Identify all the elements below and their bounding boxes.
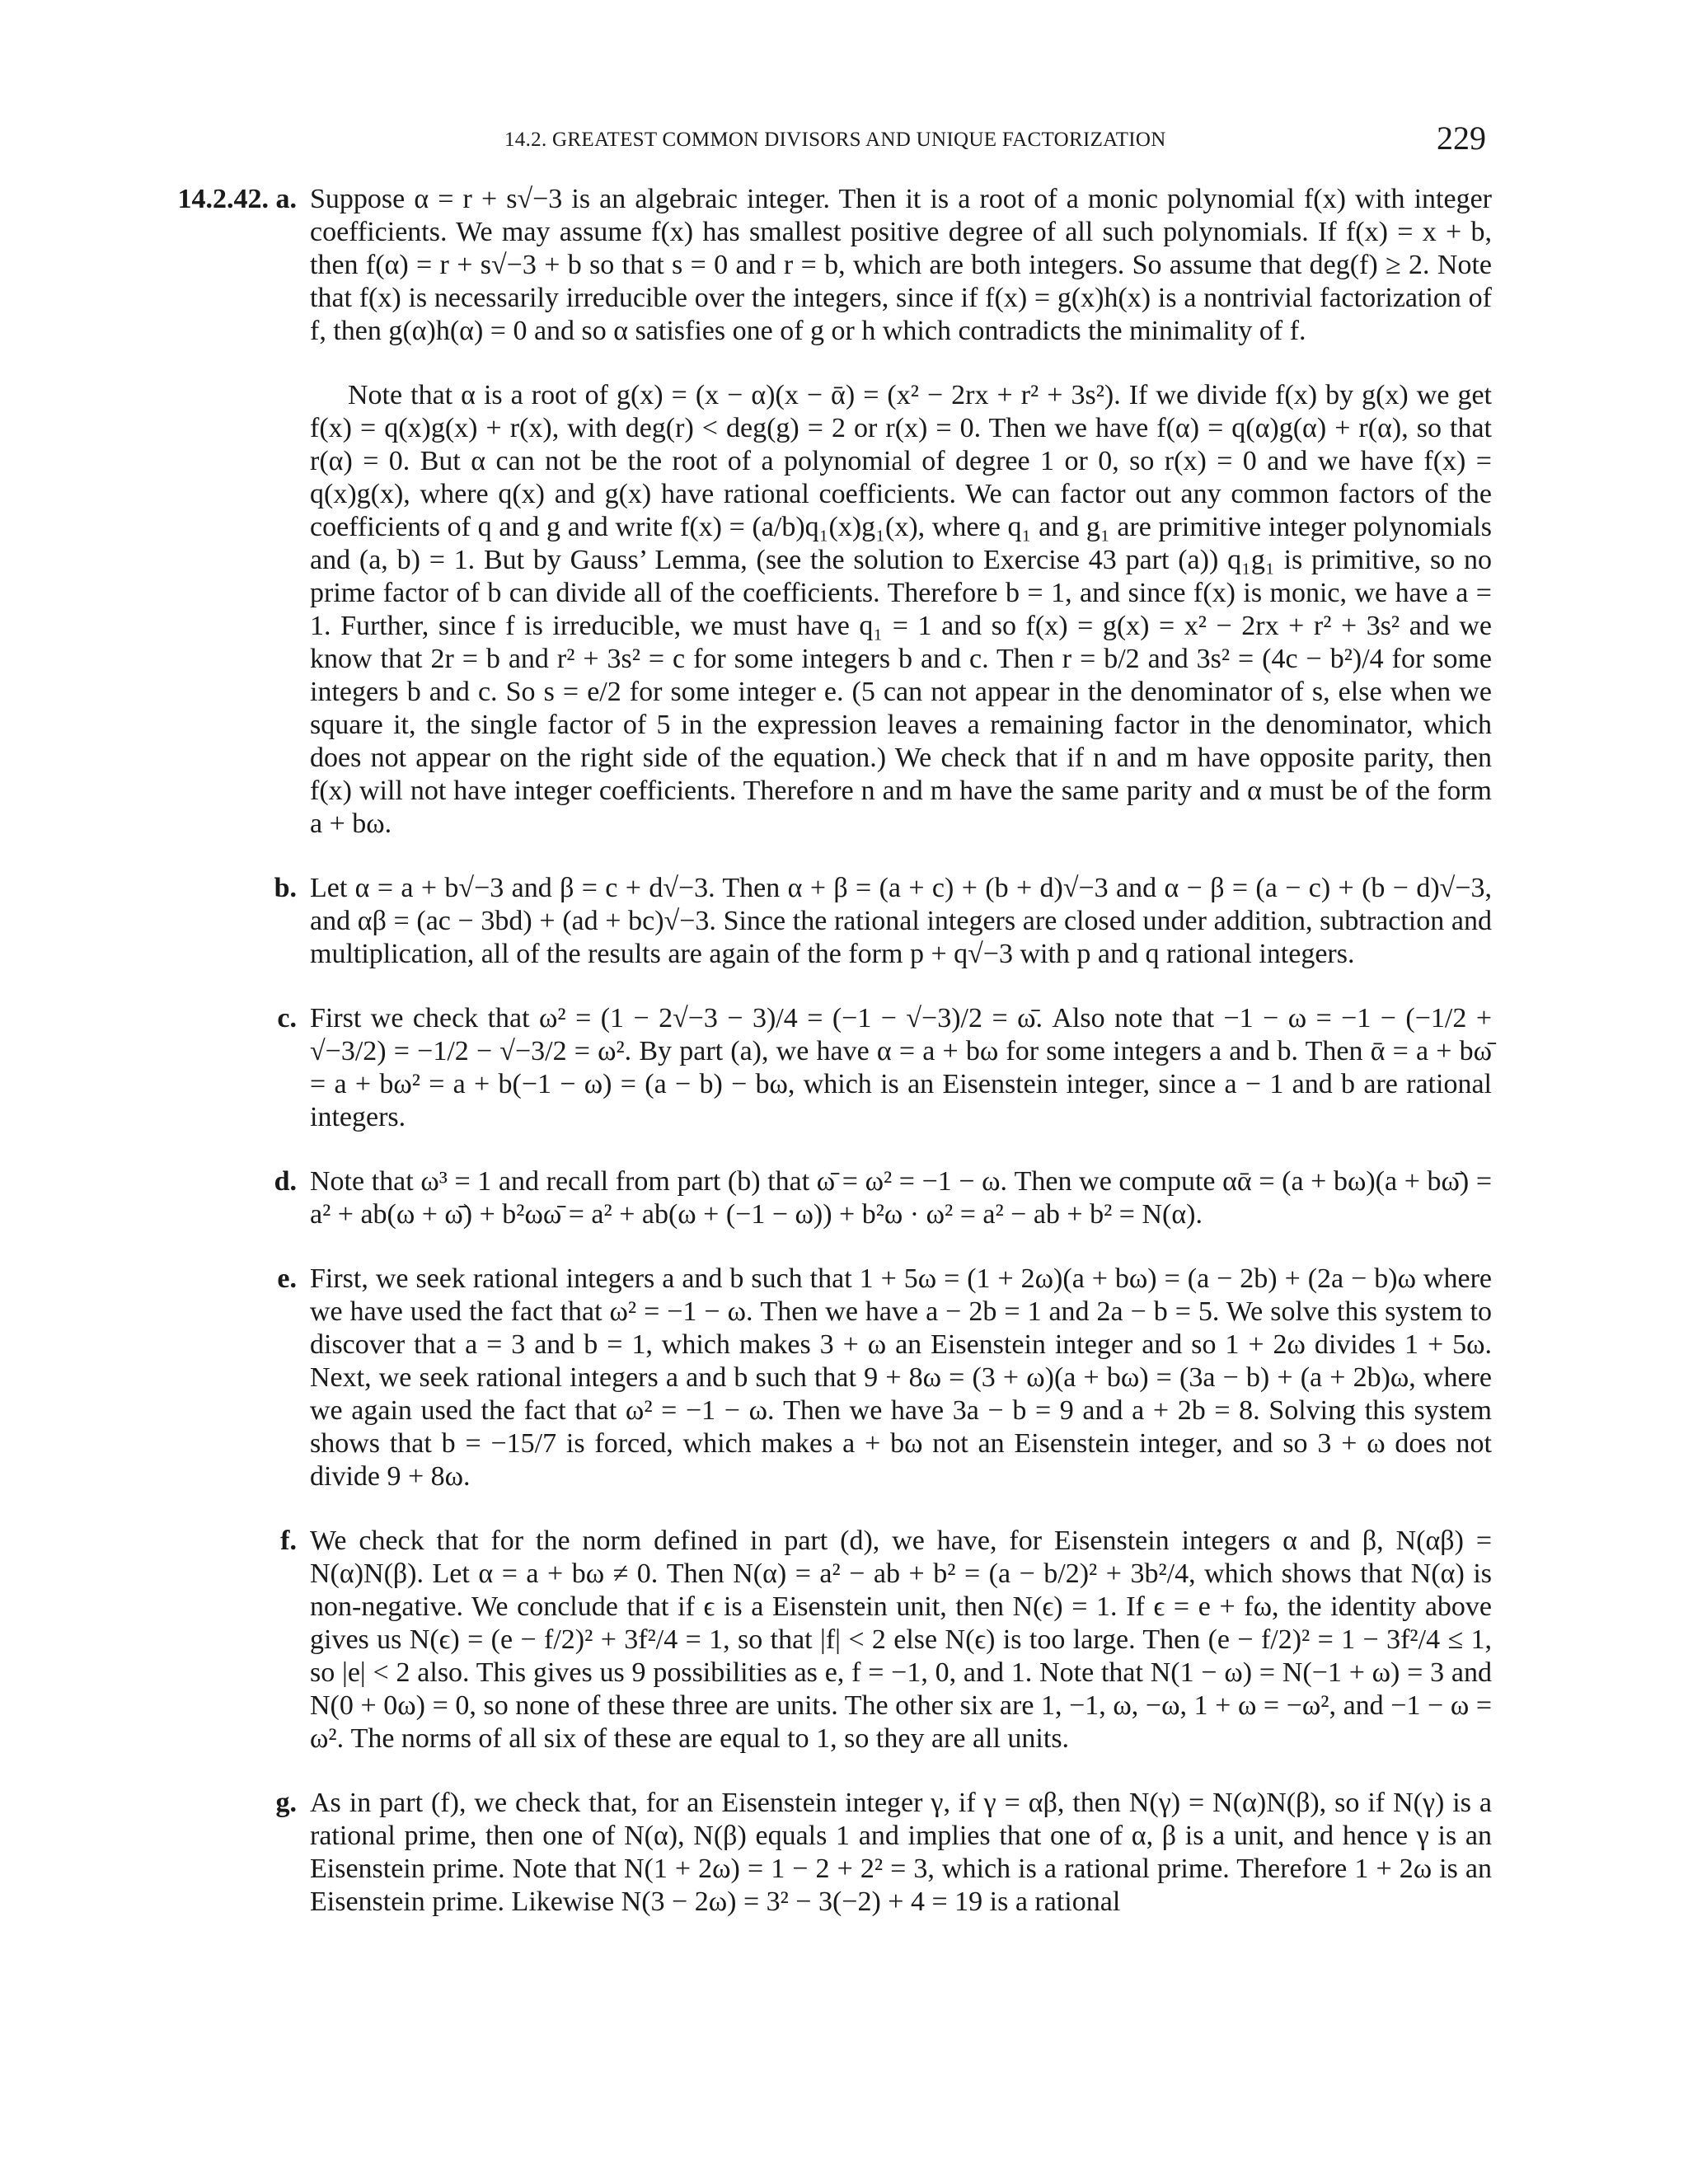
- part-label: b.: [274, 873, 297, 903]
- page-body: [155, 183, 1492, 1950]
- solution-paragraph: Note that α is a root of g(x) = (x − α)(x − ᾱ) = (x² − 2rx + r² + 3s²). If we divide f(x) by g(x) we get f(x) = q(x)g(x) + r(x), with deg(r) < deg(g) = 2 or r(x) = 0. Then we have f(α) = q(α)g(α) + r(α), so that r(α) = 0. But α can not be the root of a polynomial of degree 1 or 0, so r(x) = 0 and we have f(x) = q(x)g(x), where q(x) and g(x) have rational coefficients. We can factor out any common factors of the coefficients of q and g and write f(x) = (a/b)q₁(x)g₁(x), where q₁ and g₁ are primitive integer polynomials and (a, b) = 1. But by Gauss’ Lemma, (see the solution to Exercise 43 part (a)) q₁g₁ is primitive, so no prime factor of b can divide all of the coefficients. Therefore b = 1, and since f(x) is monic, we have a = 1. Further, since f is irreducible, we must have q₁ = 1 and so f(x) = g(x) = x² − 2rx + r² + 3s² and we know that 2r = b and r² + 3s² = c for some integers b and c. Then r = b/2 and 3s² = (4c − b²)/4 for some integers b and c. So s = e/2 for some integer e. (5 can not appear in the denominator of s, else when we square it, the single factor of 5 in the expression leaves a remaining factor in the denominator, which does not appear on the right side of the equation.) We check that if n and m have opposite parity, then f(x) will not have integer coefficients. Therefore n and m have the same parity and α must be of the form a + bω.: [310, 380, 1492, 839]
- solution-paragraph: Note that ω³ = 1 and recall from part (b) that ω̄ = ω² = −1 − ω. Then we compute αᾱ = (a + bω)(a + bω̄) = a² + ab(ω + ω̄) + b²ωω̄ = a² + ab(ω + (−1 − ω)) + b²ω · ω² = a² − ab + b² = N(α).: [310, 1166, 1492, 1230]
- exercise-part-g: [155, 1787, 1492, 1919]
- exercise-part-b: [155, 872, 1492, 971]
- solution-paragraph: We check that for the norm defined in part (d), we have, for Eisenstein integers α and β, N(αβ) = N(α)N(β). Let α = a + bω ≠ 0. Then N(α) = a² − ab + b² = (a − b/2)² + 3b²/4, which shows that N(α) is non-negative. We conclude that if ϵ is a Eisenstein unit, then N(ϵ) = 1. If ϵ = e + fω, the identity above gives us N(ϵ) = (e − f/2)² + 3f²/4 = 1, so that |f| < 2 else N(ϵ) is too large. Then (e − f/2)² = 1 − 3f²/4 ≤ 1, so |e| < 2 also. This gives us 9 possibilities as e, f = −1, 0, and 1. Note that N(1 − ω) = N(−1 + ω) = 3 and N(0 + 0ω) = 0, so none of these three are units. The other six are 1, −1, ω, −ω, 1 + ω = −ω², and −1 − ω = ω². The norms of all six of these are equal to 1, so they are all units.: [310, 1526, 1492, 1754]
- exercise-part-a: [155, 183, 1492, 841]
- part-label: f.: [280, 1526, 297, 1556]
- exercise-label: 14.2.42. a.: [177, 184, 297, 214]
- solution-paragraph: As in part (f), we check that, for an Eisenstein integer γ, if γ = αβ, then N(γ) = N(α)N(β), so if N(γ) is a rational prime, then one of N(α), N(β) equals 1 and implies that one of α, β is a unit, and hence γ is an Eisenstein prime. Note that N(1 + 2ω) = 1 − 2 + 2² = 3, which is a rational prime. Therefore 1 + 2ω is an Eisenstein prime. Likewise N(3 − 2ω) = 3² − 3(−2) + 4 = 19 is a rational: [310, 1788, 1492, 1917]
- exercise-part-d: [155, 1165, 1492, 1231]
- exercise-part-f: [155, 1525, 1492, 1755]
- page-number: 229: [1437, 120, 1486, 157]
- exercise-part-c: [155, 1002, 1492, 1134]
- solution-paragraph: First, we seek rational integers a and b such that 1 + 5ω = (1 + 2ω)(a + bω) = (a − 2b) + (2a − b)ω where we have used the fact that ω² = −1 − ω. Then we have a − 2b = 1 and 2a − b = 5. We solve this system to discover that a = 3 and b = 1, which makes 3 + ω an Eisenstein integer and so 1 + 2ω divides 1 + 5ω. Next, we seek rational integers a and b such that 9 + 8ω = (3 + ω)(a + bω) = (3a − b) + (a + 2b)ω, where we again used the fact that ω² = −1 − ω. Then we have 3a − b = 9 and a + 2b = 8. Solving this system shows that b = −15/7 is forced, which makes a + bω not an Eisenstein integer, and so 3 + ω does not divide 9 + 8ω.: [310, 1263, 1492, 1492]
- solution-paragraph: Let α = a + b√−3 and β = c + d√−3. Then α + β = (a + c) + (b + d)√−3 and α − β = (a − c) + (b − d)√−3, and αβ = (ac − 3bd) + (ad + bc)√−3. Since the rational integers are closed under addition, subtraction and multiplication, all of the results are again of the form p + q√−3 with p and q rational integers.: [310, 873, 1492, 969]
- part-label: d.: [274, 1166, 297, 1197]
- part-label: c.: [277, 1003, 297, 1033]
- running-head: [0, 120, 1688, 162]
- solution-paragraph: Suppose α = r + s√−3 is an algebraic integer. Then it is a root of a monic polynomial f(x) with integer coefficients. We may assume f(x) has smallest positive degree of all such polynomials. If f(x) = x + b, then f(α) = r + s√−3 + b so that s = 0 and r = b, which are both integers. So assume that deg(f) ≥ 2. Note that f(x) is necessarily irreducible over the integers, since if f(x) = g(x)h(x) is a nontrivial factorization of f, then g(α)h(α) = 0 and so α satisfies one of g or h which contradicts the minimality of f.: [310, 184, 1492, 346]
- solution-paragraph: First we check that ω² = (1 − 2√−3 − 3)/4 = (−1 − √−3)/2 = ω̄. Also note that −1 − ω = −1 − (−1/2 + √−3/2) = −1/2 − √−3/2 = ω². By part (a), we have α = a + bω for some integers a and b. Then ᾱ = a + bω̄ = a + bω² = a + b(−1 − ω) = (a − b) − bω, which is an Eisenstein integer, since a − 1 and b are rational integers.: [310, 1003, 1492, 1132]
- running-head-title: 14.2. GREATEST COMMON DIVISORS AND UNIQUE FACTORIZATION: [504, 129, 1166, 151]
- part-label: g.: [275, 1788, 297, 1818]
- exercise-part-e: [155, 1263, 1492, 1493]
- part-label: e.: [277, 1263, 297, 1294]
